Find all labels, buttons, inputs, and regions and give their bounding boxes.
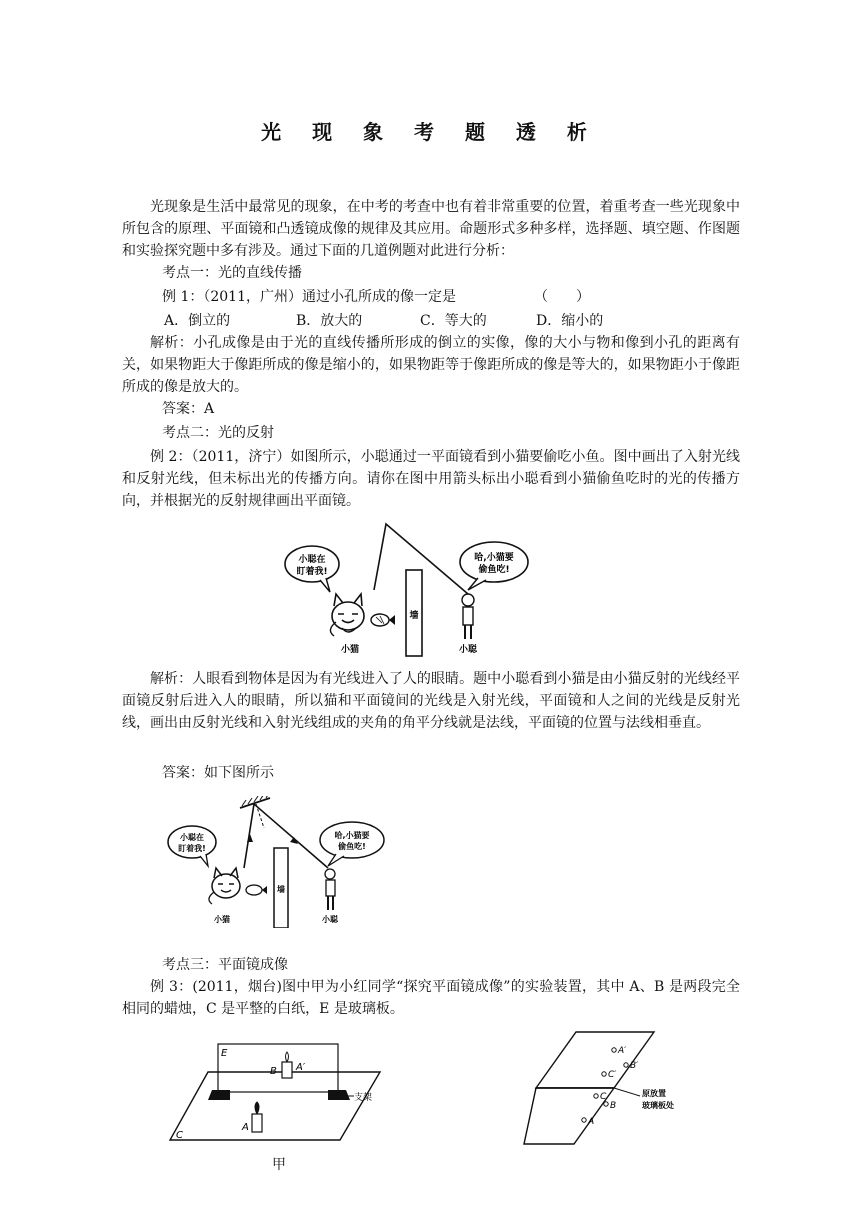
option-a: A．倒立的 <box>164 313 231 329</box>
bubble-left-line2: 盯着我! <box>296 567 328 577</box>
label-c: C <box>600 1092 607 1102</box>
example-1-analysis: 解析：小孔成像是由于光的直线传播所形成的倒立的实像，像的大小与物和像到小孔的距离有关，如果物距大于像距所成的像是缩小的，如果物距等于像距所成的像是等大的，如果物距小于像距所成的像是放大的。 <box>122 335 740 395</box>
label-a-prime: A′ <box>296 1062 306 1073</box>
note-line1: 原放置 <box>642 1089 666 1098</box>
label-a: A <box>242 1122 249 1133</box>
boy-label: 小聪 <box>322 915 338 924</box>
speech-bubble-right <box>320 822 384 858</box>
bubble-left-line2: 盯着我! <box>178 844 206 853</box>
boy-illustration <box>462 594 474 639</box>
label-b: B <box>610 1101 617 1111</box>
cat-illustration <box>209 868 267 904</box>
wall-label: 墙 <box>409 611 419 621</box>
bubble-right-line1: 哈,小猫要 <box>474 553 514 563</box>
section-heading-2: 考点二：光的反射 <box>162 425 274 441</box>
cat-illustration <box>330 594 395 636</box>
boy-illustration <box>325 869 335 910</box>
plane-mirror-apparatus <box>168 1036 398 1146</box>
cat-label: 小猫 <box>214 915 230 924</box>
note-line2: 玻璃板处 <box>642 1101 674 1110</box>
candle-b <box>282 1062 292 1078</box>
white-paper <box>170 1072 380 1140</box>
example-3-question: 例 3：(2011，烟台)图中甲为小红同学“探究平面镜成像”的实验装置，其中 A、B 是两段完全相同的蜡烛，C 是平整的白纸，E 是玻璃板。 <box>122 979 740 1017</box>
reflection-figure-question <box>282 520 542 660</box>
bubble-right-line2: 偷鱼吃! <box>478 565 510 575</box>
bubble-right-line1: 哈,小猫要 <box>334 831 370 840</box>
example-1-answer: 答案：A <box>162 401 215 417</box>
label-a-prime: A′ <box>618 1046 627 1056</box>
answer-bracket: （ ） <box>534 289 590 305</box>
intro-paragraph: 光现象是生活中最常见的现象，在中考的考查中也有着非常重要的位置，着重考查一些光现象中所包含的原理、平面镜和凸透镜成像的规律及其应用。命题形式多种多样，选择题、填空题、作图题和实验探究题中多有涉及。通过下面的几道例题对此进行分析： <box>122 199 740 259</box>
speech-bubble-left <box>168 826 216 858</box>
candle-a <box>252 1114 262 1132</box>
bubble-right-line2: 偷鱼吃! <box>338 842 366 851</box>
example-1-question <box>162 286 782 308</box>
label-b-prime: B′ <box>630 1061 639 1071</box>
wall-label: 墙 <box>277 885 285 894</box>
example-1-text: 例 1：（2011，广州）通过小孔所成的像一定是 <box>162 289 456 305</box>
section-heading-1: 考点一：光的直线传播 <box>162 265 302 281</box>
label-c: C <box>176 1130 183 1141</box>
label-c-prime: C′ <box>608 1070 617 1080</box>
sheet-upper <box>536 1032 654 1088</box>
reflection-figure-answer <box>166 796 406 928</box>
example-2-answer: 答案：如下图所示 <box>162 765 274 781</box>
label-a: A <box>588 1117 595 1127</box>
boy-label: 小聪 <box>458 645 478 655</box>
cat-label: 小猫 <box>340 645 360 655</box>
label-b: B <box>270 1066 277 1077</box>
label-stand: 支架 <box>354 1093 373 1103</box>
example-2-question: 例 2：（2011，济宁）如图所示，小聪通过一平面镜看到小猫要偷吃小鱼。图中画出了入射光线和反射光线，但未标出光的传播方向。请你在图中用箭头标出小聪看到小猫偷鱼吃时的光的传播方向，并根据光的反射规律画出平面镜。 <box>122 449 740 509</box>
document-title: 光 现 象 考 题 透 析 <box>261 120 599 144</box>
label-e: E <box>221 1048 228 1059</box>
example-2-analysis: 解析：人眼看到物体是因为有光线进入了人的眼睛。题中小聪看到小猫是由小猫反射的光线经平面镜反射后进入人的眼睛，所以猫和平面镜间的光线是入射光线，平面镜和人之间的光线是反射光线，画出由反射光线和入射光线组成的夹角的角平分线就是法线，平面镜的位置与法线相垂直。 <box>122 671 740 731</box>
figure-caption-jia: 甲 <box>272 1157 286 1173</box>
image-position-sheet <box>522 1030 722 1148</box>
bubble-left-line1: 小聪在 <box>180 833 204 842</box>
option-c: C．等大的 <box>420 313 487 329</box>
section-heading-3: 考点三：平面镜成像 <box>162 957 288 973</box>
option-d: D．缩小的 <box>536 313 604 329</box>
example-1-options <box>164 310 784 332</box>
option-b: B．放大的 <box>296 313 363 329</box>
bubble-left-line1: 小聪在 <box>298 555 326 565</box>
plane-mirror <box>240 796 270 828</box>
